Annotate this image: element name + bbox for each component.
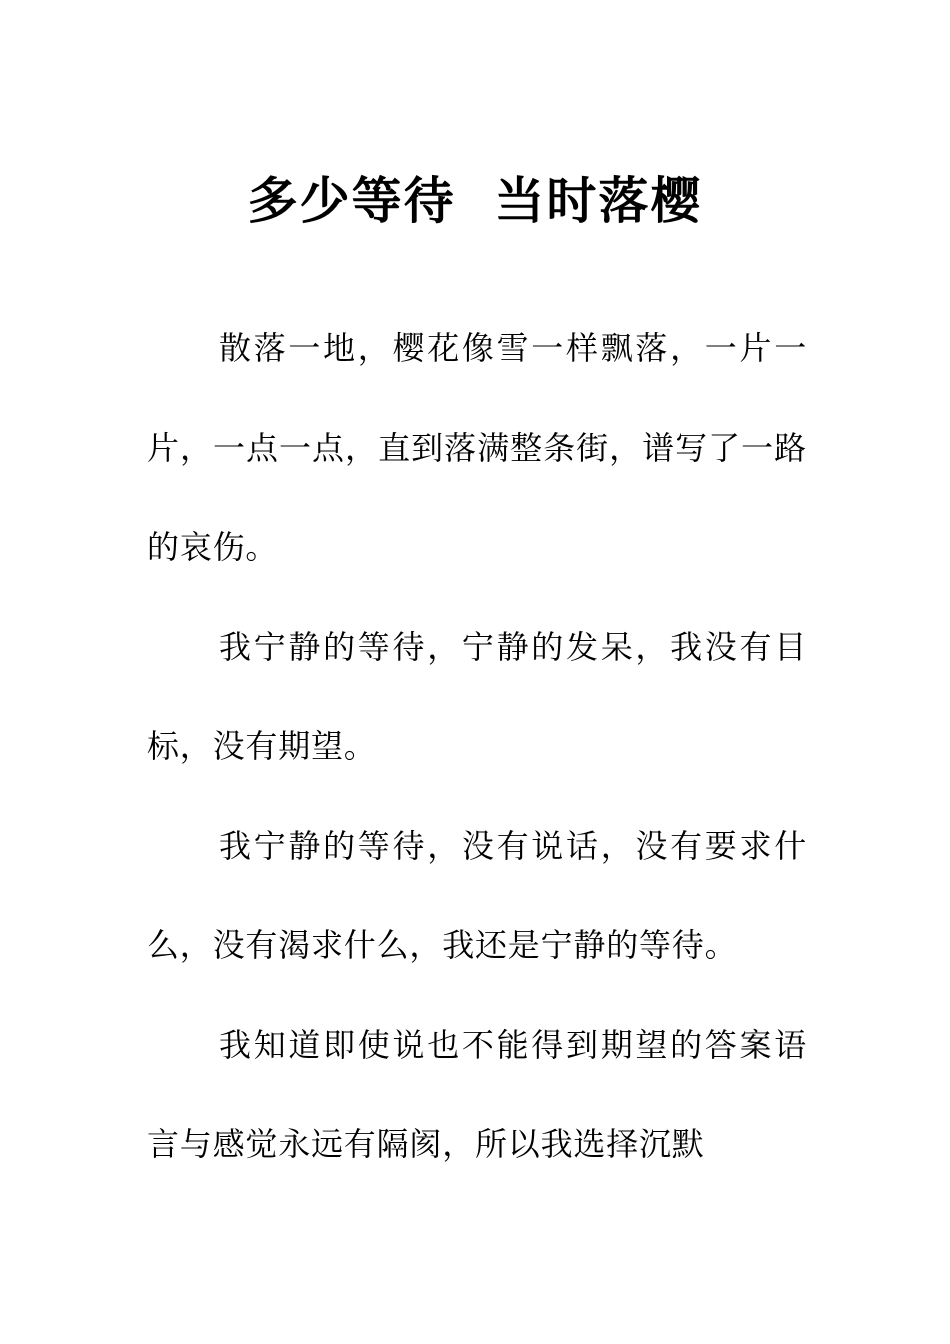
document-body: [147, 299, 807, 1195]
paragraph-2: 我宁静的等待，宁静的发呆，我没有目标，没有期望。: [147, 627, 807, 765]
paragraph-3: 我宁静的等待，没有说话，没有要求什么，没有渴求什么，我还是宁静的等待。: [147, 826, 807, 964]
paragraph-4: 我知道即使说也不能得到期望的答案语言与感觉永远有隔阂，所以我选择沉默: [147, 1025, 807, 1163]
document-title: 多少等待 当时落樱: [247, 171, 703, 230]
paragraph-1: 散落一地，樱花像雪一样飘落，一片一片，一点一点，直到落满整条街，谱写了一路的哀伤。: [147, 329, 807, 566]
